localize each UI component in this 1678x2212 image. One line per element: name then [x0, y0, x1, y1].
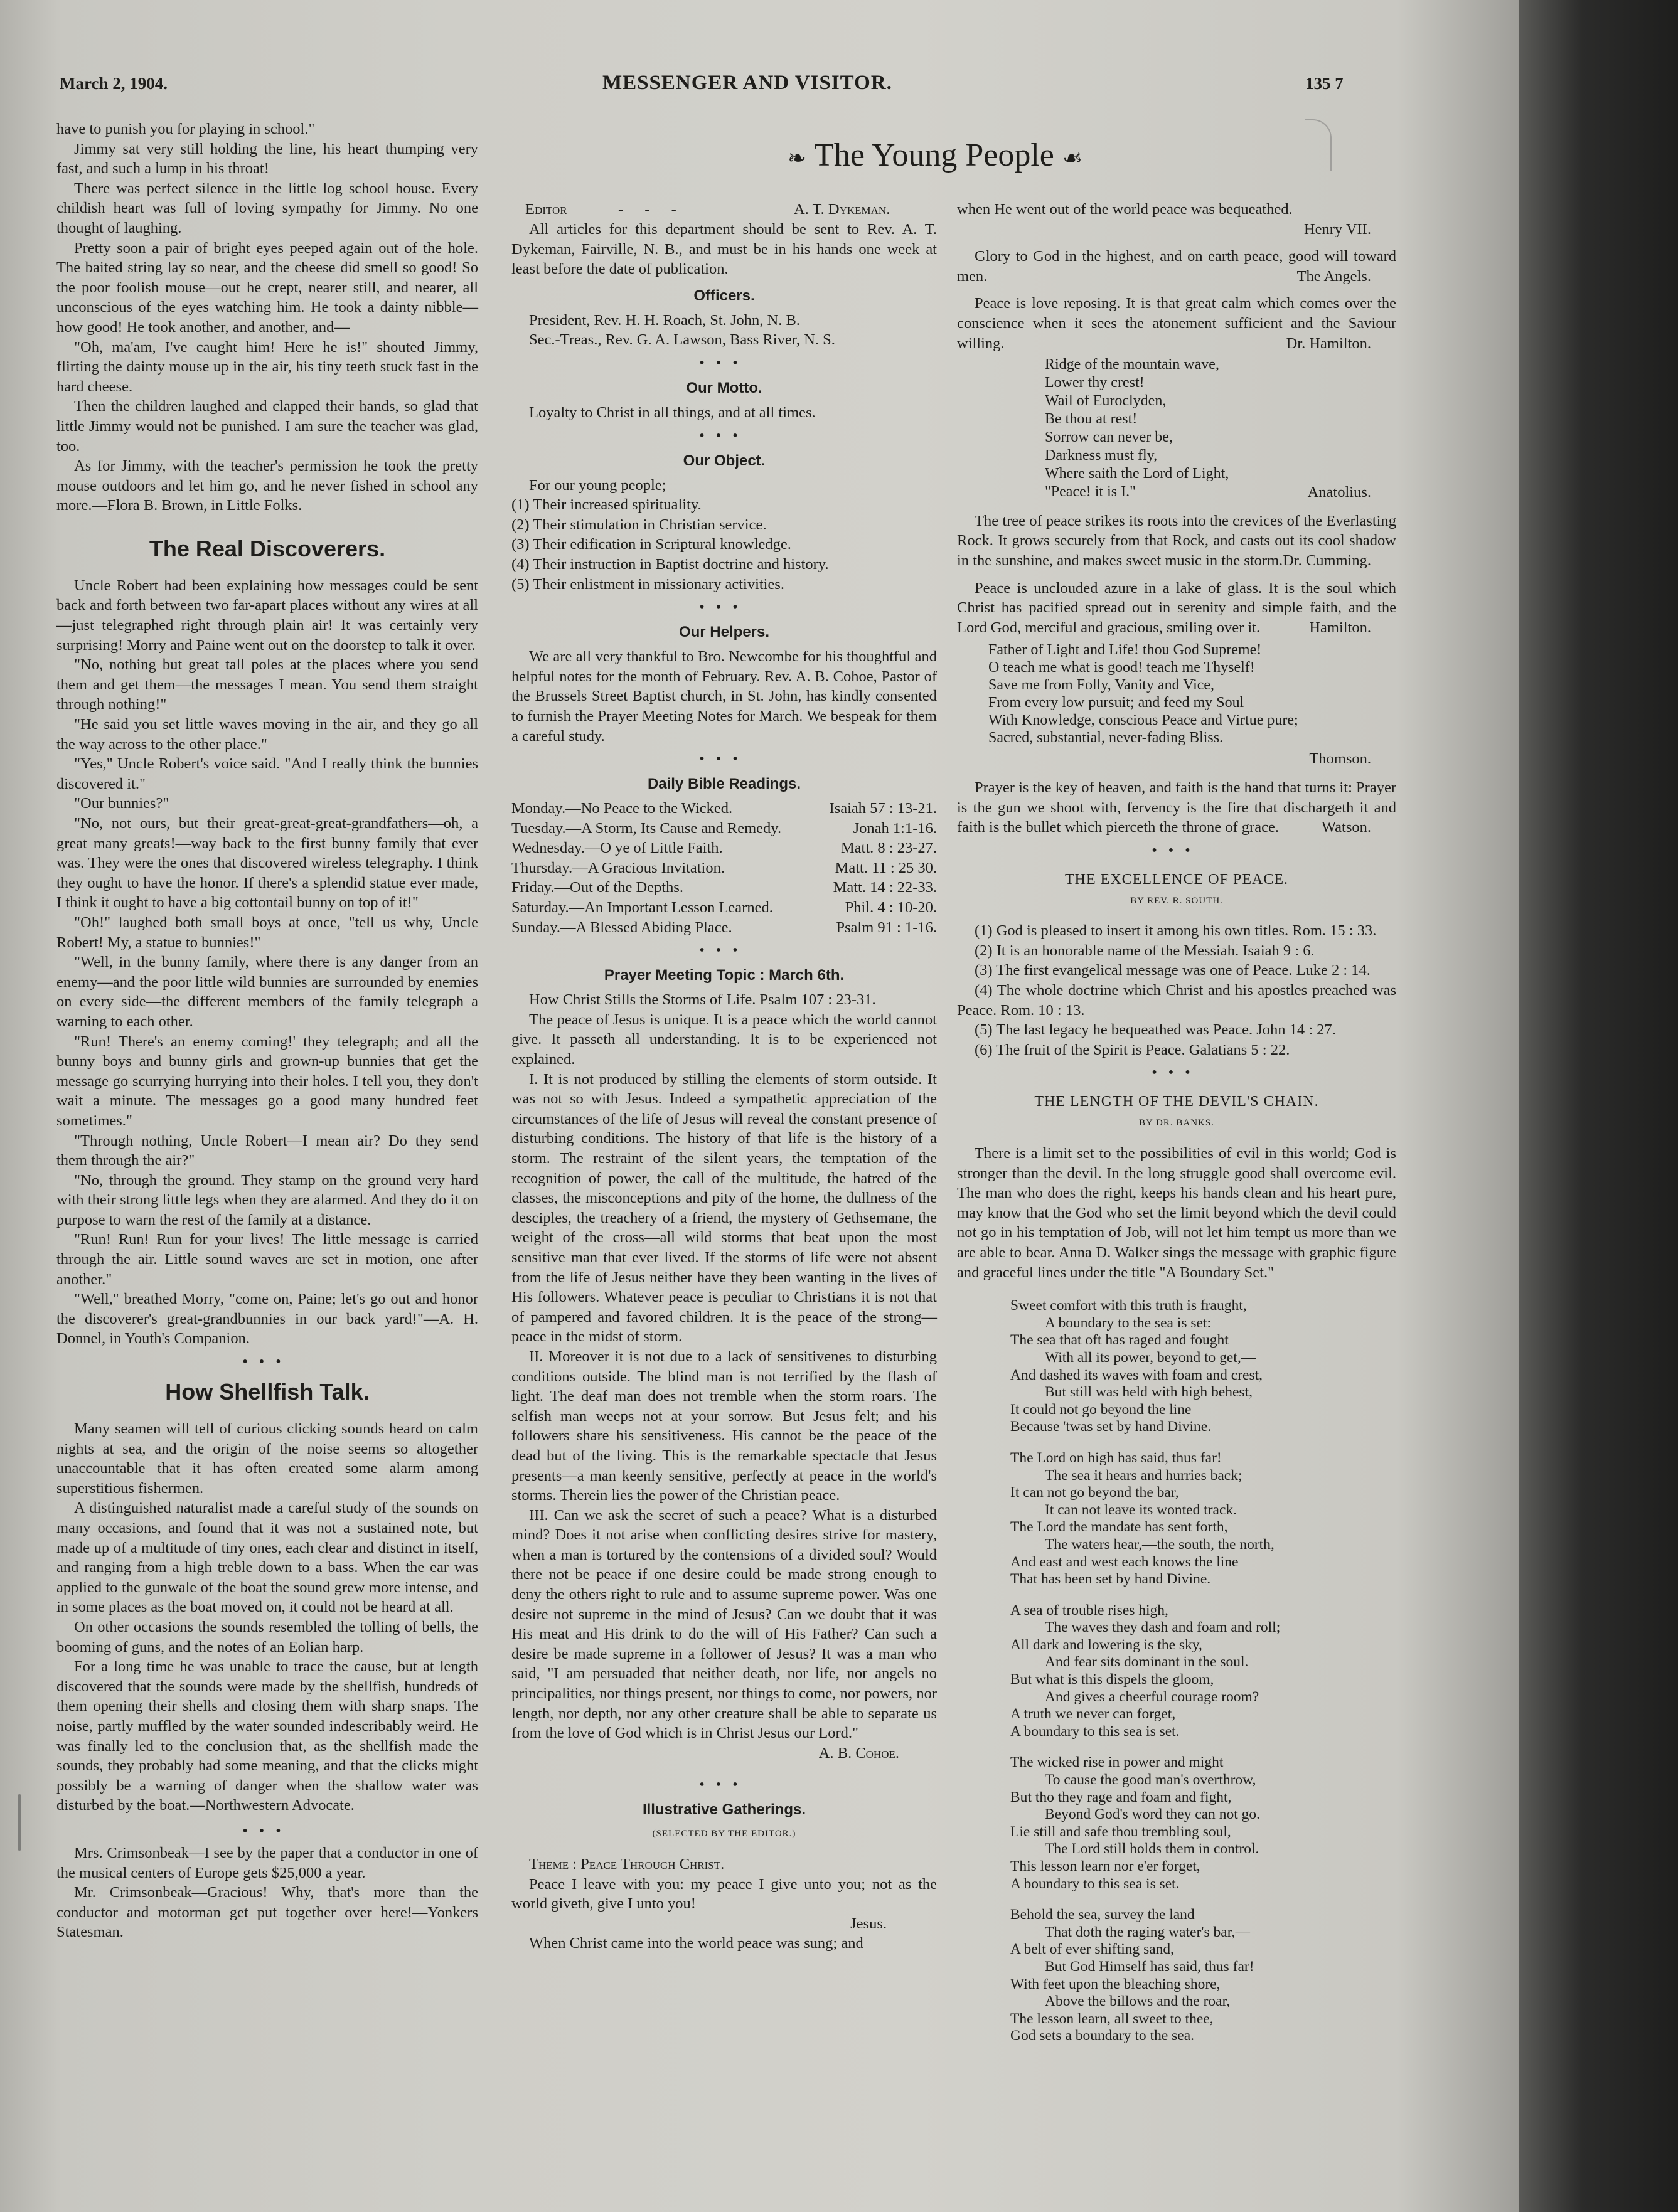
- poem-boundary-set: [1010, 1297, 1396, 2045]
- object-intro: For our young people;: [529, 476, 666, 494]
- paragraph: Mrs. Crimsonbeak—I see by the paper that a conductor in one of the musical centers of Europe gets $25,000 a year.: [56, 1844, 478, 1881]
- poem-line: Because 'twas set by hand Divine.: [1010, 1418, 1212, 1435]
- paragraph: "He said you set little waves moving in the air, and they go all the way across to the other place.": [56, 716, 478, 753]
- paragraph: "Through nothing, Uncle Robert—I mean air? Do they send them through the air?": [56, 1132, 478, 1169]
- reading-title: Friday.—Out of the Depths.: [511, 879, 683, 896]
- paragraph: Uncle Robert had been explaining how messages could be sent back and forth between two far-apart places without any wires at all—just telegraphed right through plain air! It was certainly very surprising! Morry and Paine went out on the doorstep to talk it over.: [56, 577, 478, 654]
- poem-line: The waters hear,—the south, the north,: [1045, 1536, 1275, 1553]
- poem-line: And gives a cheerful courage room?: [1045, 1688, 1259, 1705]
- poem-line: The waves they dash and foam and roll;: [1045, 1619, 1281, 1636]
- paragraph: For a long time he was unable to trace the cause, but at length discovered that the sounds were made by the shellfish, hundreds of them opening their shells and closing them with sharp snaps. The noise, partly muffled by the water sounded indescribably weird. He was finally led to the conclusion that, as the shellfish made the sounds, they probably had some meaning, and that the clicks might possibly be a warning of danger when the shallow water was disturbed by the boat.—Northwestern Advocate.: [56, 1658, 478, 1814]
- list-item: (6) The fruit of the Spirit is Peace. Galatians 5 : 22.: [975, 1041, 1290, 1058]
- poem-line: The Lord on high has said, thus far!: [1010, 1449, 1222, 1466]
- poem-line: Ridge of the mountain wave,: [1045, 356, 1219, 373]
- separator-dots: •••: [699, 1777, 749, 1794]
- list-item: (5) The last legacy he bequeathed was Peace. John 14 : 27.: [975, 1021, 1336, 1039]
- poem-line: Lower thy crest!: [1045, 375, 1145, 391]
- paragraph: The peace of Jesus is unique. It is a peace which the world cannot give. It passeth all understanding. It is to be experienced not explained.: [511, 1011, 937, 1068]
- officer-president: President, Rev. H. H. Roach, St. John, N. B.: [529, 311, 800, 329]
- editor-name: A. T. Dykeman.: [794, 201, 890, 218]
- poem-line: Lie still and safe thou trembling soul,: [1010, 1823, 1231, 1840]
- list-item: (2) It is an honorable name of the Messiah. Isaiah 9 : 6.: [975, 942, 1315, 959]
- paragraph: We are all very thankful to Bro. Newcombe for his thoughtful and helpful notes for the month of February. Rev. A. B. Cohoe, Pastor of the Brussels Street Baptist church, in St. John, has kindly consented to furnish the Prayer Meeting Notes for March. We bespeak for them a careful study.: [511, 648, 937, 745]
- readings-heading: Daily Bible Readings.: [647, 775, 801, 793]
- paragraph: There is a limit set to the possibilities of evil in this world; God is stronger than the devil. In the long struggle good shall overcome evil. The man who does the right, keeps his hands clean and his heart pure, may know that the God who set the limit beyond which the devil could not go in his temptation of Job, will not let him tempt us more than we are able to bear. Anna D. Walker sings the message with graphic figure and graceful lines under the title "A Boundary Set.": [957, 1145, 1396, 1281]
- signature: Thomson.: [1309, 750, 1371, 768]
- paragraph: Peace I leave with you: my peace I give unto you; not as the world giveth, give I unto you!: [511, 1875, 937, 1913]
- issue-date: March 2, 1904.: [60, 74, 168, 93]
- editor-dashes: - - -: [618, 201, 685, 218]
- poem-line: With all its power, beyond to get,—: [1045, 1349, 1256, 1366]
- paragraph: Then the children laughed and clapped their hands, so glad that little Jimmy would not be punished. I am sure the teacher was glad, too.: [56, 398, 478, 455]
- page-header: [0, 68, 1494, 105]
- reading-title: Wednesday.—O ye of Little Faith.: [511, 839, 723, 857]
- scan-scratch-mark: [18, 1794, 21, 1851]
- separator-dots: •••: [1152, 842, 1202, 859]
- paragraph: Peace is unclouded azure in a lake of glass. It is the soul which Christ has pacified spread out in serenity and simple faith, and the Lord God, merciful and gracious, smiling over it.: [957, 579, 1396, 636]
- poem-line: Behold the sea, survey the land: [1010, 1906, 1195, 1923]
- list-item: (1) God is pleased to insert it among his own titles. Rom. 15 : 33.: [975, 922, 1377, 940]
- poem-line: But what is this dispels the gloom,: [1010, 1671, 1214, 1688]
- reading-title: Saturday.—An Important Lesson Learned.: [511, 899, 773, 917]
- separator-dots: •••: [699, 427, 749, 444]
- paragraph: "No, not ours, but their great-great-great-grandfathers—oh, a great many greats!—way back to the first bunny family that ever was. They were the ones that discovered wireless telegraphy. I think they ought to have the honor. If there's a splendid statue ever made, I think it ought to have a big cottontail bunny on top of it!": [56, 815, 478, 912]
- reading-ref: Phil. 4 : 10-20.: [845, 899, 937, 917]
- signature: Jesus.: [850, 1915, 887, 1932]
- signature: Hamilton.: [1309, 619, 1371, 636]
- poem-stanza: [1010, 1906, 1396, 2045]
- poem-line: All dark and lowering is the sky,: [1010, 1636, 1202, 1653]
- byline: BY DR. BANKS.: [1139, 1118, 1214, 1129]
- poem-line: And fear sits dominant in the soul.: [1045, 1654, 1249, 1671]
- excellence-heading: THE EXCELLENCE OF PEACE.: [1065, 871, 1288, 888]
- officers-heading: Officers.: [693, 287, 755, 304]
- article-heading-shellfish: How Shellfish Talk.: [165, 1379, 370, 1405]
- list-item: [511, 878, 937, 898]
- paragraph: When Christ came into the world peace was sung; and: [529, 1935, 863, 1952]
- list-item: [511, 819, 937, 839]
- list-item: [511, 799, 937, 819]
- list-item: (1) Their increased spirituality.: [511, 496, 702, 514]
- paragraph: when He went out of the world peace was bequeathed.: [957, 201, 1293, 218]
- readings-list: [511, 799, 937, 937]
- selected-note: (SELECTED BY THE EDITOR.): [652, 1829, 796, 1839]
- list-item: (4) The whole doctrine which Christ and his apostles preached was Peace. Rom. 10 : 13.: [957, 982, 1396, 1019]
- reading-ref: Matt. 8 : 23-27.: [840, 839, 937, 857]
- poem-line: Be thou at rest!: [1045, 411, 1138, 428]
- poem-stanza: [1010, 1297, 1396, 1436]
- paragraph: Many seamen will tell of curious clicking sounds heard on calm nights at sea, and the origin of the noise seems so altogether unaccountable that it has often created some alarm among superstitious fishermen.: [56, 1420, 478, 1497]
- editor-line: [511, 199, 937, 220]
- poem-line: This lesson learn nor e'er forget,: [1010, 1858, 1200, 1874]
- paragraph: Pretty soon a pair of bright eyes peeped again out of the hole. The baited string lay so near, and the cheese did smell so good! So the poor foolish mouse—out he crept, nearer still, and nearer, all unconscious of the eyes watching him. He took a dainty nibble—how good! He took another, and another, and—: [56, 239, 478, 336]
- paragraph: II. Moreover it is not due to a lack of sensitivenes to disturbing conditions outside. The blind man is not terrified by the flash of light. The deaf man does not tremble when the storm roars. The selfish man weeps not at your sorrow. But Jesus felt; and his followers share his sensitiveness. His cannot be the peace of the dead but of the living. This is the remarkable spectacle that Jesus presents—a man keenly sensitive, perfectly at peace in the world's storms. Therein lies the power of the Christian peace.: [511, 1348, 937, 1504]
- list-item: (3) Their edification in Scriptural knowledge.: [511, 536, 791, 553]
- page-number: 135 7: [1305, 74, 1344, 93]
- poem-line: Where saith the Lord of Light,: [1045, 465, 1229, 482]
- poem-line: And east and west each knows the line: [1010, 1553, 1239, 1570]
- paragraph: On other occasions the sounds resembled the tolling of bells, the booming of guns, and the notes of an Eolian harp.: [56, 1618, 478, 1656]
- poem-line: It could not go beyond the line: [1010, 1401, 1192, 1418]
- theme-line: Theme : Peace Through Christ.: [529, 1856, 725, 1873]
- paragraph: The tree of peace strikes its roots into the crevices of the Everlasting Rock. It grows securely from that Rock, and casts out its cool shadow in the sunshine, and makes sweet music in the storm.: [957, 512, 1396, 569]
- paragraph: I. It is not produced by stilling the elements of storm outside. It was not so with Jesus. Indeed a sympathetic appreciation of the circumstances of the life of Jesus will reveal the constant presence of disturbing conditions. The history of that life is the history of a storm. The restraint of the silent years, the temptation of the recognition of power, the call of the multitude, the hatred of the classes, the misconceptions and pity of the home, the dullness of the desciples, the treachery of a friend, the mystery of Gethsemane, the weight of the cross—all wild storms that beat upon the most sensitive man that ever lived. If the storms of life were not absent from the life of Jesus neither have they been wanting in the lives of His followers. Whatever peace is peculiar to Christians it is not that of pampered and favored children. It is the peace of the strong—peace in the midst of storm.: [511, 1070, 937, 1346]
- paragraph: "Oh, ma'am, I've caught him! Here he is!" shouted Jimmy, flirting the dainty mouse up in the air, his tiny teeth stuck fast in the hard cheese.: [56, 338, 478, 395]
- helpers-heading: Our Helpers.: [678, 624, 770, 641]
- poem-line: From every low pursuit; and feed my Soul: [988, 694, 1244, 711]
- poem-line: Beyond God's word they can not go.: [1045, 1806, 1260, 1823]
- column-right: [957, 199, 1396, 2059]
- article-heading-real-discoverers: The Real Discoverers.: [149, 535, 386, 561]
- gatherings-heading: Illustrative Gatherings.: [642, 1801, 806, 1819]
- poem-line: "Peace! it is I.": [1045, 484, 1136, 501]
- paragraph: III. Can we ask the secret of such a peace? What is a disturbed mind? Does it not arise when conflicting desires strive for mastery, when a man is tortured by the contensions of a divided soul? Would there not be peace if one desire could be made strong enough to deny the others right to rule and to assume supreme power. Was one desire not supreme in the mind of Jesus? Can we doubt that it was His meat and His drink to do the will of His Father? Can such a desire be made supreme in a follower of Jesus? It was a man who said, "I am persuaded that neither death, nor life, nor angels no principalities, nor things present, nor things to come, nor powers, nor length, nor depth, nor any other creature shall be able to separate us from the love of God which is in Christ Jesus our Lord.": [511, 1506, 937, 1742]
- paragraph: "Our bunnies?": [74, 795, 169, 812]
- reading-ref: Isaiah 57 : 13-21.: [829, 800, 937, 817]
- poem-line: But still was held with high behest,: [1045, 1384, 1253, 1401]
- poem-line: The wicked rise in power and might: [1010, 1754, 1224, 1771]
- list-item: [511, 858, 937, 878]
- list-item: [511, 838, 937, 858]
- reading-title: Thursday.—A Gracious Invitation.: [511, 859, 725, 876]
- separator-dots: •••: [699, 751, 749, 768]
- poem-line: God sets a boundary to the sea.: [1010, 2028, 1195, 2045]
- list-item: (3) The first evangelical message was one of Peace. Luke 2 : 14.: [975, 962, 1371, 979]
- object-heading: Our Object.: [683, 452, 766, 469]
- poem-line: Above the billows and the roar,: [1045, 1993, 1231, 2010]
- poem-line: But tho they rage and foam and fight,: [1010, 1789, 1232, 1805]
- paragraph: "Run! Run! Run for your lives! The little message is carried through the air. Little sound waves are set in motion, one after another.": [56, 1231, 478, 1288]
- poem-line: The Lord still holds them in control.: [1045, 1841, 1259, 1858]
- separator-dots: •••: [699, 942, 749, 959]
- poem-line: That has been set by hand Divine.: [1010, 1571, 1211, 1588]
- poem-line: A boundary to this sea is set.: [1010, 1723, 1180, 1740]
- section-title-text: The Young People: [814, 137, 1054, 173]
- devils-chain-heading: THE LENGTH OF THE DEVIL'S CHAIN.: [1034, 1093, 1319, 1110]
- reading-title: Monday.—No Peace to the Wicked.: [511, 800, 733, 817]
- separator-dots: •••: [242, 1822, 292, 1839]
- signature: Henry VII.: [1303, 220, 1371, 238]
- poem-line: To cause the good man's overthrow,: [1045, 1772, 1256, 1789]
- byline: BY REV. R. SOUTH.: [1130, 895, 1223, 906]
- poem-line: Darkness must fly,: [1045, 447, 1158, 464]
- list-item: (4) Their instruction in Baptist doctrine and history.: [511, 555, 829, 573]
- poem-line: It can not leave its wonted track.: [1045, 1501, 1237, 1518]
- poem: [1045, 356, 1396, 501]
- scan-border: [1519, 0, 1678, 2212]
- reading-title: Tuesday.—A Storm, Its Cause and Remedy.: [511, 819, 782, 837]
- signature: The Angels.: [1296, 267, 1371, 285]
- paragraph: Jimmy sat very still holding the line, his heart thumping very fast, and such a lump in his throat!: [56, 140, 478, 178]
- paragraph: How Christ Stills the Storms of Life. Psalm 107 : 23-31.: [529, 991, 876, 1009]
- poem-line: A boundary to this sea is set.: [1010, 1875, 1180, 1892]
- paragraph: "Well," breathed Morry, "come on, Paine; let's go out and honor the discoverer's great-grandbunnies in our back yard!"—A. H. Donnel, in Youth's Companion.: [56, 1290, 478, 1348]
- paragraph: "Oh!" laughed both small boys at once, "tell us why, Uncle Robert! My, a statue to bunnies!": [56, 913, 478, 951]
- poem-line: The sea that oft has raged and fought: [1010, 1332, 1229, 1349]
- paragraph: have to punish you for playing in school.": [56, 120, 315, 137]
- poem-stanza: [1010, 1602, 1396, 1741]
- paper-title: MESSENGER AND VISITOR.: [602, 72, 892, 94]
- paragraph: "No, through the ground. They stamp on the ground very hard with their strong little legs when they are alarmed. And they do it on purpose to warn the rest of the family at a distance.: [56, 1171, 478, 1228]
- signature: Dr. Cumming.: [1283, 551, 1371, 569]
- separator-dots: •••: [699, 599, 749, 616]
- leaf-ornament-icon: ❧: [787, 146, 807, 171]
- pencil-mark: [1305, 119, 1332, 171]
- poem-stanza: [1010, 1754, 1396, 1893]
- paragraph: As for Jimmy, with the teacher's permission he took the pretty mouse outdoors and let him go, and he never fished in school any more.—Flora B. Brown, in Little Folks.: [56, 457, 478, 514]
- separator-dots: •••: [1152, 1065, 1202, 1082]
- reading-ref: Matt. 11 : 25 30.: [835, 859, 937, 876]
- poem-line: A sea of trouble rises high,: [1010, 1602, 1168, 1619]
- poem-stanza: [1010, 1450, 1396, 1588]
- paragraph: "No, nothing but great tall poles at the places where you send them and get them—the messages I mean. You send them straight through nothing!": [56, 656, 478, 713]
- paragraph: Glory to God in the highest, and on earth peace, good will toward men.: [957, 248, 1396, 285]
- list-item: (2) Their stimulation in Christian service.: [511, 516, 767, 533]
- poem-line: With feet upon the bleaching shore,: [1010, 1975, 1221, 1992]
- poem-line: Save me from Folly, Vanity and Vice,: [988, 677, 1215, 694]
- paragraph: All articles for this department should be sent to Rev. A. T. Dykeman, Fairville, N. B., and must be in his hands one week at least before the date of publication.: [511, 221, 937, 278]
- paragraph: Mr. Crimsonbeak—Gracious! Why, that's more than the conductor and motorman get put together over here!—Yonkers Statesman.: [56, 1884, 478, 1941]
- signature: Anatolius.: [1307, 484, 1371, 501]
- poem-line: Sorrow can never be,: [1045, 429, 1173, 446]
- paragraph: "Yes," Uncle Robert's voice said. "And I really think the bunnies discovered it.": [56, 755, 478, 792]
- poem-line: That doth the raging water's bar,—: [1045, 1923, 1250, 1940]
- section-title: [759, 137, 1111, 174]
- paragraph: "Run! There's an enemy coming!' they telegraph; and all the bunny boys and bunny girls and grown-up bunnies that get the message go scurrying hurrying into their holes. I tell you, they don't wait a minute. The messages go a good many hundred feet sometimes.": [56, 1033, 478, 1129]
- paragraph: Peace is love reposing. It is that great calm which comes over the conscience when it sees the atonement sufficient and the Saviour willing.: [957, 295, 1396, 352]
- list-item: [511, 898, 937, 918]
- motto-text: Loyalty to Christ in all things, and at all times.: [529, 403, 816, 421]
- poem-line: O teach me what is good! teach me Thyself!: [988, 659, 1255, 676]
- signature: Dr. Hamilton.: [1286, 334, 1371, 352]
- list-item: [511, 918, 937, 938]
- paragraph: Prayer is the key of heaven, and faith is the hand that turns it: Prayer is the gun we shoot with, fervency is the fire that dischargeth it and faith is the bullet which pierceth the throne of grace.: [957, 779, 1396, 836]
- poem: [988, 641, 1396, 747]
- leaf-ornament-icon: ☙: [1062, 146, 1083, 171]
- column-left: [56, 119, 478, 1942]
- poem-line: A truth we never can forget,: [1010, 1706, 1176, 1723]
- reading-ref: Jonah 1:1-16.: [853, 819, 937, 837]
- paragraph: There was perfect silence in the little log school house. Every childish heart was full of loving sympathy for Jimmy. No one thought of laughing.: [56, 179, 478, 237]
- reading-title: Sunday.—A Blessed Abiding Place.: [511, 918, 732, 936]
- editor-label: Editor: [525, 201, 567, 218]
- poem-line: The Lord the mandate has sent forth,: [1010, 1519, 1228, 1536]
- poem-line: Sacred, substantial, never-fading Bliss.: [988, 730, 1224, 747]
- separator-dots: •••: [242, 1354, 292, 1371]
- motto-heading: Our Motto.: [686, 379, 762, 396]
- poem-line: The sea it hears and hurries back;: [1045, 1467, 1242, 1484]
- officer-secretary: Sec.-Treas., Rev. G. A. Lawson, Bass River, N. S.: [529, 331, 835, 349]
- poem-line: The lesson learn, all sweet to thee,: [1010, 2010, 1214, 2027]
- poem-line: A belt of ever shifting sand,: [1010, 1941, 1175, 1958]
- reading-ref: Matt. 14 : 22-33.: [833, 879, 937, 896]
- poem-line: But God Himself has said, thus far!: [1045, 1958, 1254, 1975]
- poem-line: Wail of Euroclyden,: [1045, 393, 1167, 410]
- signature: Watson.: [1321, 819, 1371, 836]
- poem-line: A boundary to the sea is set:: [1045, 1314, 1211, 1331]
- reading-ref: Psalm 91 : 1-16.: [836, 918, 937, 936]
- separator-dots: •••: [699, 354, 749, 371]
- paragraph: "Well, in the bunny family, where there is any danger from an enemy—and the poor little wild bunnies are surrounded by enemies on every side—the different members of the family telegraph a warning to each other.: [56, 954, 478, 1030]
- poem-line: With Knowledge, conscious Peace and Virtue pure;: [988, 712, 1298, 729]
- object-list: [511, 495, 937, 594]
- paragraph: A distinguished naturalist made a careful study of the sounds on many occasions, and found that it was not a sustained note, but made up of a multitude of tiny ones, each clear and distinct in itself, and ranging from a high treble down to a bass. When the ear was applied to the gunwale of the boat the sound grew more intense, and in some places as the boat moved on, it could not be heard at all.: [56, 1499, 478, 1616]
- poem-line: Sweet comfort with this truth is fraught,: [1010, 1297, 1247, 1314]
- poem-line: And dashed its waves with foam and crest,: [1010, 1366, 1263, 1383]
- column-middle: [511, 199, 937, 1954]
- prayer-topic-heading: Prayer Meeting Topic : March 6th.: [604, 967, 845, 984]
- poem-line: Father of Light and Life! thou God Supreme!: [988, 642, 1262, 659]
- signature: A. B. Cohoe.: [818, 1744, 899, 1762]
- poem-line: It can not go beyond the bar,: [1010, 1484, 1179, 1501]
- list-item: (5) Their enlistment in missionary activities.: [511, 575, 785, 593]
